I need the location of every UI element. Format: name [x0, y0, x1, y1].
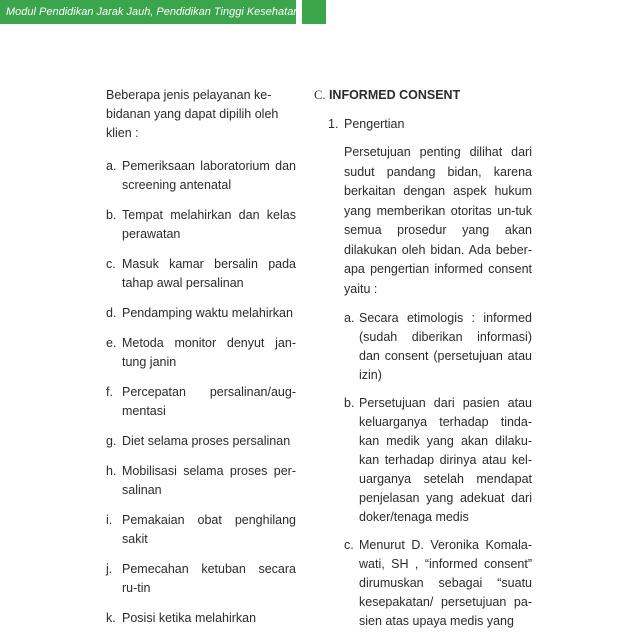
list-item-text: Secara etimologis : informed (sudah diberikan informasi) dan consent (persetujuan atau izin): [359, 311, 532, 382]
list-marker: a.: [344, 311, 355, 325]
list-item-text: Metoda monitor denyut jan-tung janin: [122, 336, 296, 369]
list-marker: e.: [106, 336, 117, 350]
section-title-text: INFORMED CONSENT: [328, 88, 461, 102]
list-item-text: Menurut D. Veronika Komala-wati, SH , “informed consent” dirumuskan sebagai “suatu kesepakatan/ persetujuan pa-sien atas upaya medis yang: [359, 538, 532, 628]
section-title: [314, 86, 532, 105]
list-item: [106, 511, 296, 549]
section-letter: C.: [314, 88, 326, 102]
list-item: [106, 560, 296, 598]
list-item-text: Pemecahan ketuban secara ru-tin: [122, 562, 296, 595]
list-marker: b.: [344, 396, 355, 410]
list-marker: c.: [106, 257, 116, 271]
header-bar: [0, 0, 300, 24]
list-item: [106, 255, 296, 293]
header-accent-square: [302, 0, 326, 24]
intro-text: Beberapa jenis pelayanan ke-bidanan yang dapat dipilih oleh klien :: [106, 88, 279, 140]
header-title: Modul Pendidikan Jarak Jauh, Pendidikan Tinggi Kesehatan: [6, 6, 300, 18]
list-item: [106, 206, 296, 244]
sub-heading-marker: 1.: [328, 117, 339, 131]
list-marker: c.: [344, 538, 354, 552]
definition-list: [314, 309, 532, 631]
list-marker: b.: [106, 208, 117, 222]
list-item: [106, 334, 296, 372]
sub-heading: [314, 115, 532, 134]
list-item-text: Pemakaian obat penghilang sakit: [122, 513, 296, 546]
list-item: [106, 383, 296, 421]
list-item-text: Pemeriksaan laboratorium dan screening antenatal: [122, 159, 296, 192]
list-item: [344, 394, 532, 527]
list-marker: k.: [106, 611, 116, 625]
list-item-text: Percepatan persalinan/aug-mentasi: [122, 385, 296, 418]
list-marker: h.: [106, 464, 117, 478]
service-list: [106, 157, 296, 628]
list-item: [106, 157, 296, 195]
list-marker: f.: [106, 385, 113, 399]
right-column: [314, 86, 532, 640]
left-column: [106, 86, 296, 639]
list-item-text: Diet selama proses persalinan: [122, 434, 291, 448]
list-marker: a.: [106, 159, 117, 173]
list-item: [106, 432, 296, 451]
list-item: [106, 609, 296, 628]
list-item-text: Masuk kamar bersalin pada tahap awal persalinan: [122, 257, 296, 290]
list-marker: i.: [106, 513, 113, 527]
list-item-text: Posisi ketika melahirkan: [122, 611, 257, 625]
list-item-text: Mobilisasi selama proses per-salinan: [122, 464, 296, 497]
list-item-text: Tempat melahirkan dan kelas perawatan: [122, 208, 296, 241]
list-marker: d.: [106, 306, 117, 320]
list-item-text: Pendamping waktu melahirkan: [122, 306, 293, 320]
definition-paragraph: Persetujuan penting dilihat dari sudut pandang bidan, karena berkaitan dengan aspek hukum yang memberikan otoritas un-tuk semua prosedur yang akan dilakukan oleh bidan. Ada beber-apa pengertian informed consent yaitu :: [344, 145, 532, 296]
list-marker: j.: [106, 562, 113, 576]
list-item: [344, 309, 532, 385]
list-item: [344, 536, 532, 631]
list-item: [106, 462, 296, 500]
list-item-text: Persetujuan dari pasien atau keluarganya terhadap tinda-kan medik yang akan dilaku-kan terhadap dirinya atau kel-uarganya setelah mendapat penjelasan yang adekuat dari doker/tenaga medis: [359, 396, 532, 524]
sub-heading-text: Pengertian: [344, 117, 405, 131]
list-marker: g.: [106, 434, 117, 448]
list-item: [106, 304, 296, 323]
